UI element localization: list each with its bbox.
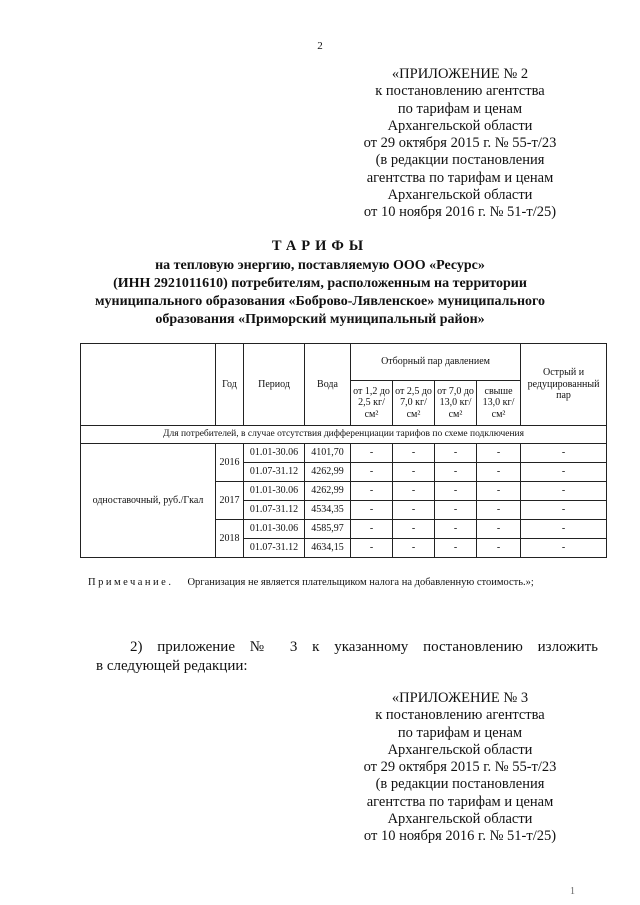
page-number: 2: [317, 40, 323, 52]
cell-steam: -: [477, 463, 521, 482]
header-steam-col: от 2,5 до 7,0 кг/см²: [393, 381, 435, 426]
cell-steam: -: [351, 501, 393, 520]
cell-steam: -: [477, 501, 521, 520]
cell-steam: -: [393, 501, 435, 520]
header-sharp-steam: Острый и редуцированный пар: [521, 344, 607, 426]
cell-period: 01.07-31.12: [244, 539, 305, 558]
cell-sharp: -: [521, 444, 607, 463]
cell-steam: -: [393, 444, 435, 463]
header-year: Год: [216, 344, 244, 426]
cell-steam: -: [435, 463, 477, 482]
cell-steam: -: [351, 482, 393, 501]
cell-year: 2016: [216, 444, 244, 482]
cell-period: 01.07-31.12: [244, 501, 305, 520]
cell-steam: -: [435, 482, 477, 501]
header-label-blank: [81, 344, 216, 426]
cell-water: 4634,15: [305, 539, 351, 558]
paragraph-line: в следующей редакции:: [96, 658, 248, 674]
cell-sharp: -: [521, 520, 607, 539]
cell-water: 4585,97: [305, 520, 351, 539]
header-steam-col: от 7,0 до 13,0 кг/см²: [435, 381, 477, 426]
header-steam: Отборный пар давлением: [351, 344, 521, 381]
tariff-table: [80, 343, 607, 558]
annex-line: (в редакции постановления: [375, 776, 545, 793]
annex-line: «ПРИЛОЖЕНИЕ № 3: [391, 690, 529, 706]
header-steam-col: свыше 13,0 кг/см²: [477, 381, 521, 426]
cell-sharp: -: [521, 482, 607, 501]
header-period: Период: [244, 344, 305, 426]
annex-line: от 10 ноября 2016 г. № 51-т/25): [363, 828, 557, 845]
header-water: Вода: [305, 344, 351, 426]
cell-steam: -: [435, 501, 477, 520]
cell-steam: -: [351, 444, 393, 463]
annex-line: агентства по тарифам и ценам: [366, 169, 554, 186]
cell-period: 01.07-31.12: [244, 463, 305, 482]
footnote: [88, 576, 598, 590]
subtitle-line: муниципального образования «Боброво-Лявленское» муниципального: [94, 294, 546, 309]
annex-line: агентства по тарифам и ценам: [366, 793, 554, 810]
cell-steam: -: [393, 463, 435, 482]
subtitle-line: на тепловую энергию, поставляемую ООО «Ресурс»: [155, 258, 485, 273]
subtitle-line: образования «Приморский муниципальный район»: [155, 312, 485, 327]
annex-line: к постановлению агентства: [375, 707, 545, 724]
annex-line: (в редакции постановления: [375, 152, 545, 169]
cell-steam: -: [393, 539, 435, 558]
subtitle-line: (ИНН 2921011610) потребителям, расположенным на территории: [113, 276, 527, 291]
cell-period: 01.01-30.06: [244, 520, 305, 539]
cell-steam: -: [393, 482, 435, 501]
cell-steam: -: [435, 520, 477, 539]
cell-period: 01.01-30.06: [244, 444, 305, 463]
cell-steam: -: [351, 539, 393, 558]
annex-line: от 10 ноября 2016 г. № 51-т/25): [363, 204, 557, 221]
cell-water: 4101,70: [305, 444, 351, 463]
annex-line: «ПРИЛОЖЕНИЕ № 2: [391, 66, 529, 82]
cell-year: 2018: [216, 520, 244, 558]
annex-line: от 29 октября 2015 г. № 55-т/23: [363, 135, 557, 152]
footnote-label: Примечание.: [88, 577, 174, 588]
annex-header-3: [340, 690, 580, 846]
annex-line: Архангельской области: [387, 741, 533, 758]
annex-line: по тарифам и ценам: [397, 100, 523, 117]
cell-sharp: -: [521, 463, 607, 482]
annex-line: по тарифам и ценам: [397, 724, 523, 741]
cell-sharp: -: [521, 501, 607, 520]
cell-steam: -: [351, 520, 393, 539]
cell-steam: -: [477, 482, 521, 501]
cell-steam: -: [477, 539, 521, 558]
cell-water: 4534,35: [305, 501, 351, 520]
cell-steam: -: [477, 444, 521, 463]
annex-header-2: [340, 66, 580, 222]
document-subtitle: [40, 257, 600, 329]
annex-line: от 29 октября 2015 г. № 55-т/23: [363, 759, 557, 776]
amendment-paragraph: [96, 638, 598, 676]
cell-steam: -: [435, 444, 477, 463]
annex-line: Архангельской области: [387, 187, 533, 204]
cell-sharp: -: [521, 539, 607, 558]
table-row: [81, 444, 607, 463]
margin-mark: 1: [570, 886, 575, 897]
table-body: [81, 444, 607, 558]
footnote-text: Организация не является плательщиком налога на добавленную стоимость.»;: [187, 577, 534, 588]
table-note-row: Для потребителей, в случае отсутствия дифференциации тарифов по схеме подключения: [81, 426, 607, 444]
cell-steam: -: [435, 539, 477, 558]
cell-year: 2017: [216, 482, 244, 520]
cell-period: 01.01-30.06: [244, 482, 305, 501]
cell-water: 4262,99: [305, 463, 351, 482]
paragraph-line: 2) приложение № 3 к указанному постановлению изложить: [130, 639, 598, 655]
document-title: ТАРИФЫ: [271, 238, 369, 254]
cell-water: 4262,99: [305, 482, 351, 501]
header-steam-col: от 1,2 до 2,5 кг/см²: [351, 381, 393, 426]
annex-line: Архангельской области: [387, 117, 533, 134]
annex-line: Архангельской области: [387, 811, 533, 828]
cell-steam: -: [393, 520, 435, 539]
cell-steam: -: [351, 463, 393, 482]
row-label: одноставочный, руб./Гкал: [81, 444, 216, 558]
annex-line: к постановлению агентства: [375, 83, 545, 100]
cell-steam: -: [477, 520, 521, 539]
